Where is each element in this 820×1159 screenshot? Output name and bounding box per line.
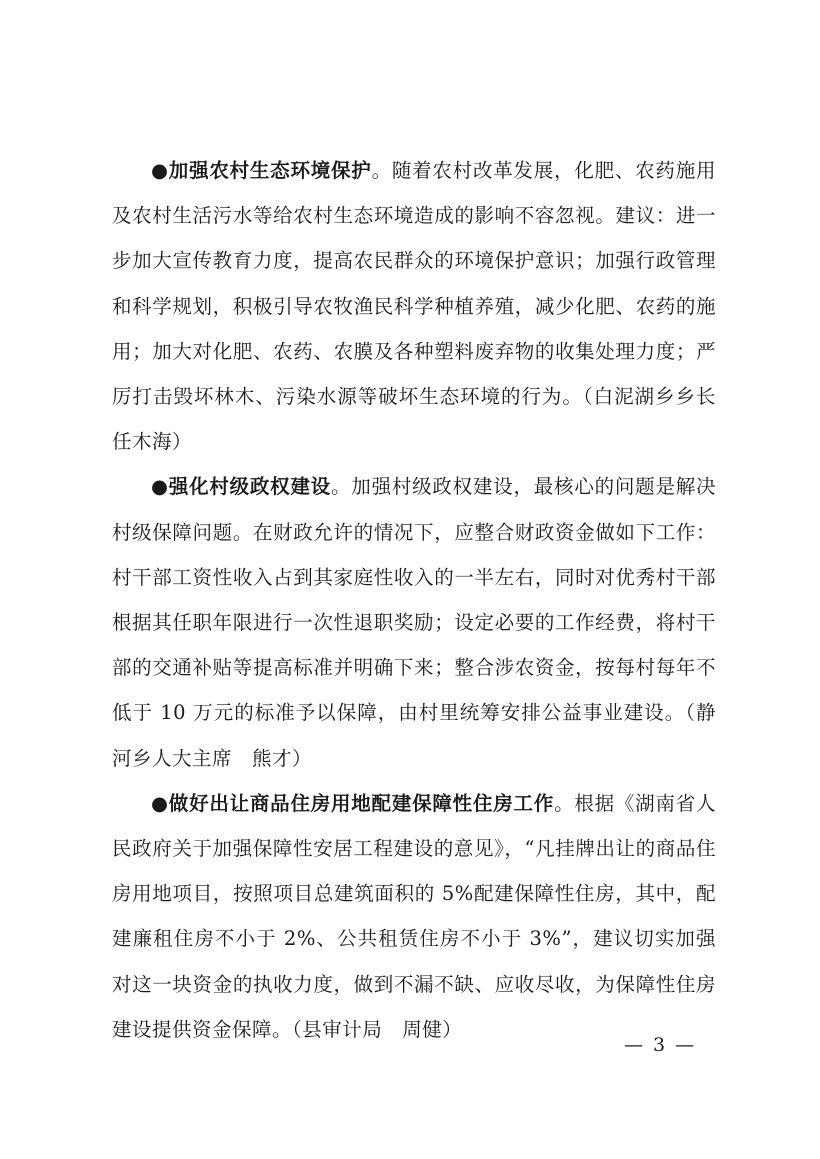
paragraph-heading: ●加强农村生态环境保护 (151, 159, 372, 182)
paragraph-heading: ●做好出让商品住房用地配建保障性住房工作 (151, 791, 555, 815)
paragraph-heading: ●强化村级政权建设 (151, 475, 332, 499)
paragraph-body: 。根据《湖南省人民政府关于加强保障性安居工程建设的意见》，“凡挂牌出让的商品住房用地项目，按照项目总建筑面积的 5%配建保障性住房，其中，配建廉租住房不小于 2%、公共租赁住房不小于 3%”，建议切实加强对这一块资金的执收力度，做到不漏不缺、应收尽收，为保障性住房建设提供资金保障。 (112, 791, 716, 1041)
document-body (112, 148, 736, 1052)
paragraph-body: 。加强村级政权建设，最核心的问题是解决村级保障问题。在财政允许的情况下，应整合财政资金做如下工作：村干部工资性收入占到其家庭性收入的一半左右，同时对优秀村干部根据其任职年限进行一次性退职奖励；设定必要的工作经费，将村干部的交通补贴等提高标准并明确下来；整合涉农资金，按每村每年不低于 10 万元的标准予以保障，由村里统筹安排公益事业建设。 (112, 475, 716, 725)
page-number: — 3 — (624, 1034, 697, 1056)
paragraph-author: （静河乡人大主席 熊才） (112, 701, 716, 770)
paragraph-affordable-housing (112, 781, 716, 1052)
paragraph-ecology (112, 148, 736, 464)
paragraph-author: （白泥湖乡乡长 任木海） (112, 385, 736, 454)
paragraph-body: 。随着农村改革发展，化肥、农药施用及农村生活污水等给农村生态环境造成的影响不容忽视。建议：进一步加大宣传教育力度，提高农民群众的环境保护意识；加强行政管理和科学规划，积极引导农牧渔民科学种植养殖，减少化肥、农药的施用；加大对化肥、农药、农膜及各种塑料废弃物的收集处理力度；严厉打击毁坏林木、污染水源等破坏生态环境的行为。 (112, 159, 716, 409)
paragraph-village-governance (112, 464, 716, 780)
paragraph-author: （县审计局 周健） (292, 1017, 463, 1041)
